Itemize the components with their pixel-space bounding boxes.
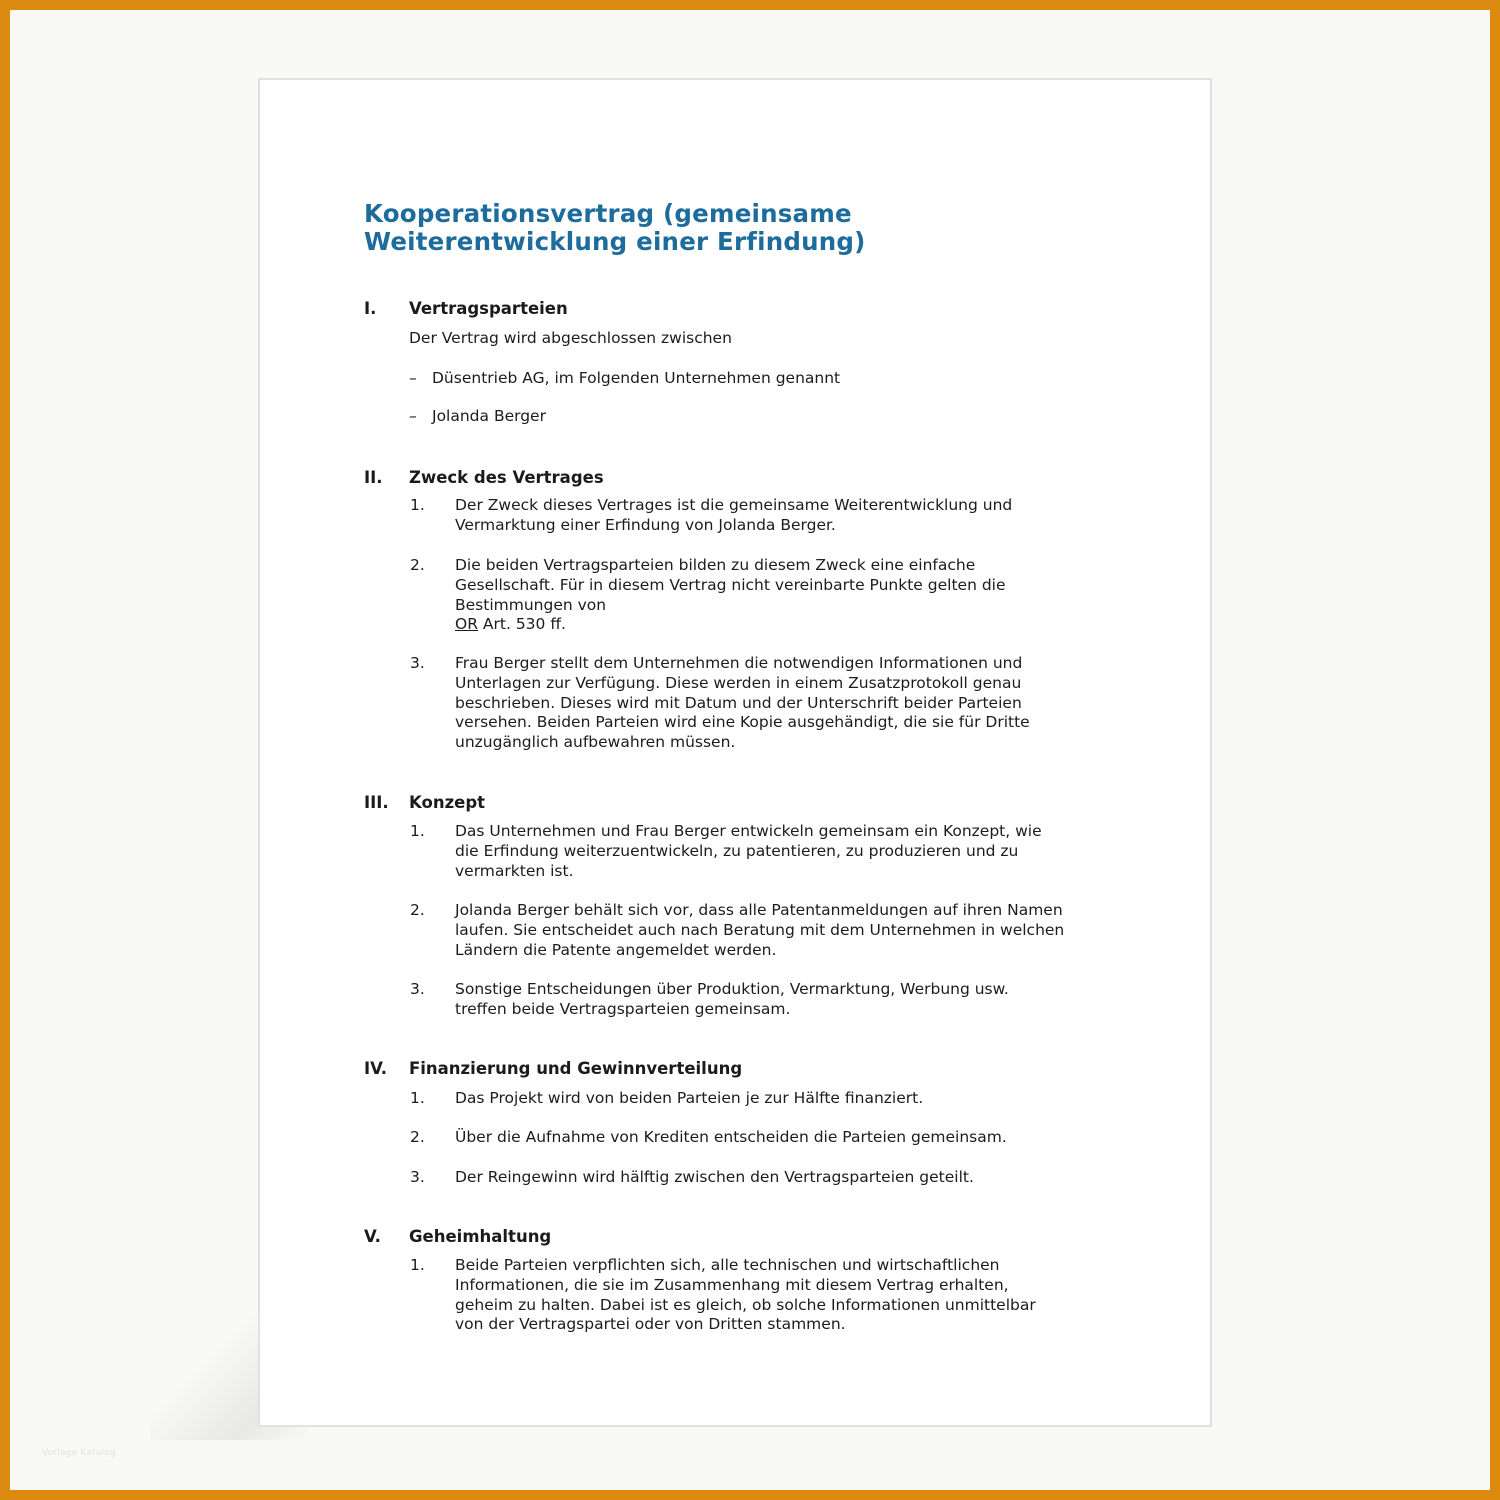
item-line: laufen. Sie entscheidet auch nach Beratung mit dem Unternehmen in welchen: [455, 920, 1065, 939]
item-line: treffen beide Vertragsparteien gemeinsam.: [455, 999, 791, 1018]
item-line: Das Unternehmen und Frau Berger entwickeln gemeinsam ein Konzept, wie: [455, 822, 1042, 840]
item-line: Vermarktung einer Erfindung von Jolanda Berger.: [455, 515, 836, 534]
link-suffix: Art. 530 ff.: [477, 615, 566, 634]
list-dash: –: [409, 407, 417, 425]
list-item: [455, 901, 1064, 960]
item-line: Jolanda Berger behält sich vor, dass alle Patentanmeldungen auf ihren Namen: [455, 901, 1063, 919]
section-number: IV.: [364, 1059, 388, 1078]
item-number: 1.: [410, 1256, 425, 1274]
list-item: [455, 980, 1009, 1020]
title-line: Kooperationsvertrag (gemeinsame: [364, 199, 852, 228]
item-line: Bestimmungen von: [455, 595, 607, 614]
item-number: 3.: [410, 1168, 425, 1186]
item-line: vermarkten ist.: [455, 861, 574, 880]
section-intro: Der Vertrag wird abgeschlossen zwischen: [409, 329, 732, 347]
watermark: Vorlage Katalog: [42, 1448, 116, 1458]
section-number: I.: [364, 299, 377, 318]
list-item: [455, 1168, 974, 1188]
item-number: 3.: [410, 980, 425, 998]
list-item: [455, 1089, 923, 1109]
item-number: 2.: [410, 556, 425, 574]
party-item: Jolanda Berger: [432, 407, 546, 425]
list-item: [455, 496, 1012, 536]
section-number: II.: [364, 468, 383, 487]
item-line: unzugänglich aufbewahren müssen.: [455, 733, 736, 752]
section-number: V.: [364, 1227, 381, 1246]
item-number: 3.: [410, 654, 425, 672]
item-number: 1.: [410, 496, 425, 514]
or-link[interactable]: OR: [455, 615, 478, 634]
item-line: Über die Aufnahme von Krediten entscheiden die Parteien gemeinsam.: [455, 1128, 1007, 1146]
item-line: Ländern die Patente angemeldet werden.: [455, 940, 777, 959]
section-heading: Vertragsparteien: [409, 299, 568, 318]
item-number: 1.: [410, 1089, 425, 1107]
list-item: [455, 1128, 1007, 1148]
title-line: Weiterentwicklung einer Erfindung): [364, 227, 866, 256]
item-line: Informationen, die sie im Zusammenhang mit diesem Vertrag erhalten,: [455, 1275, 1009, 1294]
item-line: Die beiden Vertragsparteien bilden zu diesem Zweck eine einfache: [455, 556, 976, 574]
list-item: [455, 556, 1006, 635]
party-item: Düsentrieb AG, im Folgenden Unternehmen genannt: [432, 369, 841, 387]
item-line: Gesellschaft. Für in diesem Vertrag nicht vereinbarte Punkte gelten die: [455, 575, 1006, 594]
item-number: 2.: [410, 1128, 425, 1146]
item-line: Beide Parteien verpflichten sich, alle technischen und wirtschaftlichen: [455, 1256, 1000, 1274]
item-line: Das Projekt wird von beiden Parteien je zur Hälfte finanziert.: [455, 1089, 924, 1107]
item-line: versehen. Beiden Parteien wird eine Kopie ausgehändigt, die sie für Dritte: [455, 713, 1030, 732]
item-line: von der Vertragspartei oder von Dritten stammen.: [455, 1315, 846, 1334]
item-line: [455, 615, 1006, 635]
document-page: [258, 78, 1212, 1427]
item-number: 2.: [410, 901, 425, 919]
item-line: Frau Berger stellt dem Unternehmen die notwendigen Informationen und: [455, 654, 1023, 672]
item-line: Unterlagen zur Verfügung. Diese werden in einem Zusatzprotokoll genau: [455, 673, 1022, 692]
item-line: die Erfindung weiterzuentwickeln, zu patentieren, zu produzieren und zu: [455, 841, 1019, 860]
item-line: Sonstige Entscheidungen über Produktion, Vermarktung, Werbung usw.: [455, 980, 1009, 998]
section-number: III.: [364, 793, 389, 812]
item-line: beschrieben. Dieses wird mit Datum und der Unterschrift beider Parteien: [455, 693, 1022, 712]
section-heading: Geheimhaltung: [409, 1227, 552, 1246]
item-number: 1.: [410, 822, 425, 840]
item-line: Der Reingewinn wird hälftig zwischen den Vertragsparteien geteilt.: [455, 1168, 974, 1186]
item-line: Der Zweck dieses Vertrages ist die gemeinsame Weiterentwicklung und: [455, 496, 1013, 514]
document-title: [364, 200, 1004, 256]
section-heading: Konzept: [409, 793, 486, 812]
item-line: geheim zu halten. Dabei ist es gleich, ob solche Informationen unmittelbar: [455, 1295, 1036, 1314]
section-heading: Zweck des Vertrages: [409, 468, 604, 487]
list-item: [455, 822, 1042, 881]
list-dash: –: [409, 369, 417, 387]
section-heading: Finanzierung und Gewinnverteilung: [409, 1059, 743, 1078]
list-item: [455, 1256, 1036, 1335]
list-item: [455, 654, 1030, 753]
